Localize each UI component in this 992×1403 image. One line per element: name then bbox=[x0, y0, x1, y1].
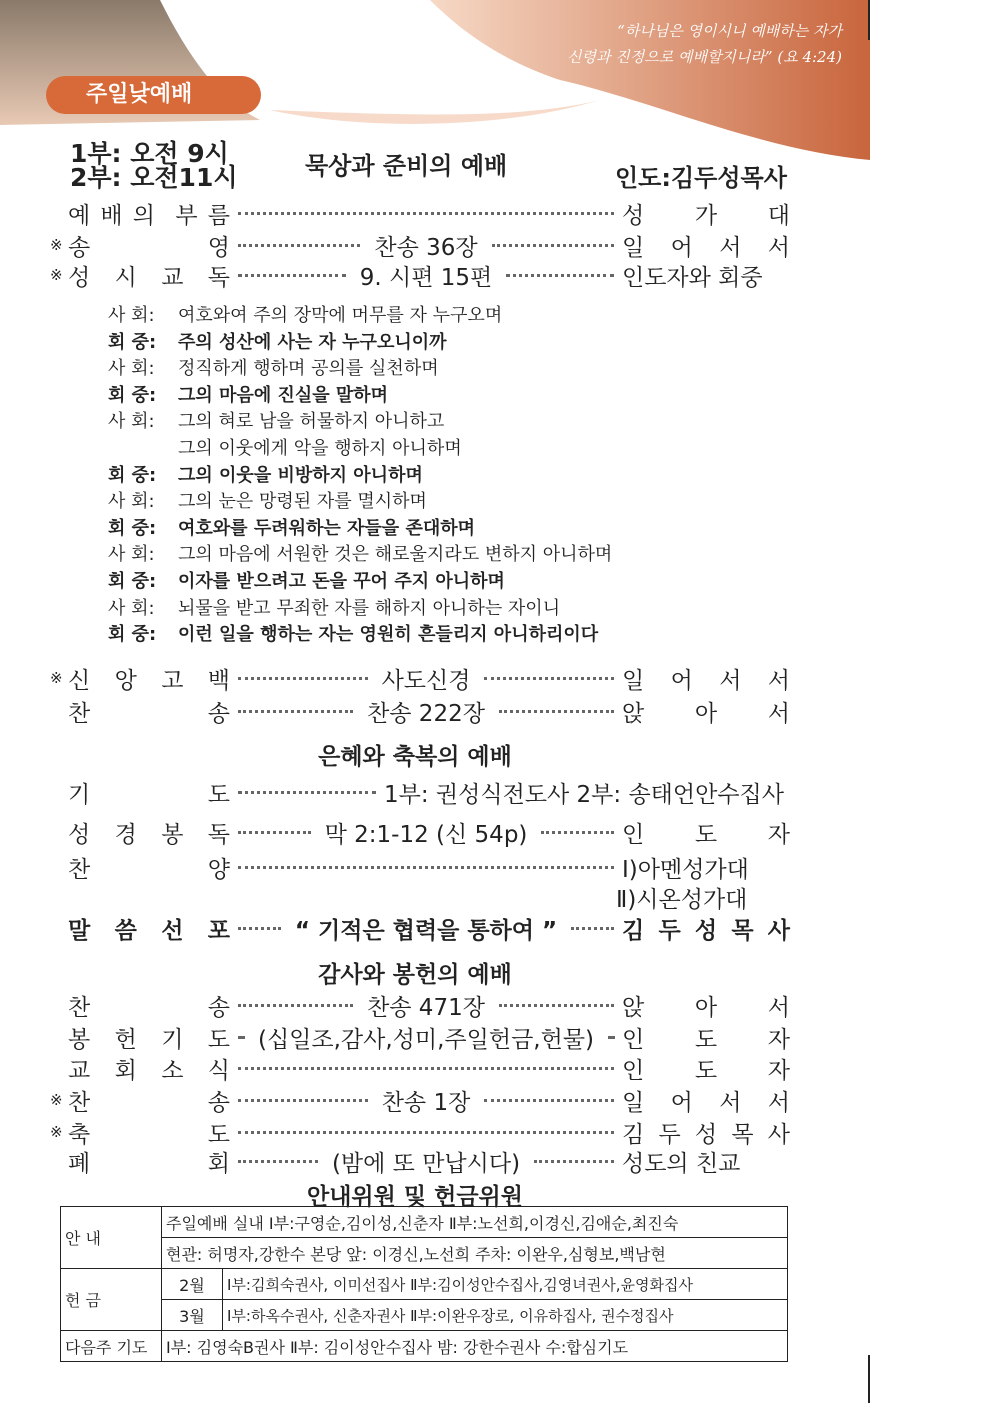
order-label bbox=[68, 912, 230, 945]
order-right bbox=[622, 1021, 790, 1054]
right-char: 일 bbox=[622, 234, 645, 261]
responsive-line bbox=[108, 596, 560, 622]
dot-leader bbox=[238, 816, 614, 849]
right-char: 서 bbox=[719, 667, 742, 694]
order-row bbox=[50, 1021, 790, 1053]
responsive-line bbox=[108, 463, 423, 489]
label-char: 봉 bbox=[68, 1026, 91, 1053]
responsive-line bbox=[108, 409, 444, 435]
stand-mark: ※ bbox=[50, 1091, 63, 1109]
right-char: 서 bbox=[767, 1089, 790, 1116]
label-char: 경 bbox=[114, 821, 137, 848]
right-char: 김 bbox=[622, 1121, 645, 1148]
ushers-table bbox=[60, 1206, 788, 1362]
speaker: 회 중: bbox=[108, 571, 157, 592]
anthem-choir-2: Ⅱ)시온성가대 bbox=[616, 886, 748, 913]
label-char: 앙 bbox=[114, 667, 137, 694]
verse-text: 이런 일을 행하는 자는 영원히 흔들리지 아니하리이다 bbox=[178, 624, 599, 646]
right-char: 자 bbox=[767, 1057, 790, 1084]
order-label bbox=[68, 1145, 230, 1178]
right-char: 인 bbox=[622, 821, 645, 848]
label-char: 배 bbox=[100, 202, 123, 229]
verse-text: 여호와여 주의 장막에 머무를 자 누구오며 bbox=[178, 305, 503, 326]
speaker: 회 중: bbox=[108, 464, 157, 486]
service-times: 1부: 오전 9시 2부: 오전11시 bbox=[70, 139, 238, 192]
order-detail: 9. 시편 15편 bbox=[359, 264, 493, 291]
responsive-line bbox=[108, 569, 505, 595]
label-char: 독 bbox=[207, 821, 230, 848]
order-right bbox=[622, 197, 790, 230]
label-char: 찬 bbox=[68, 1089, 91, 1116]
label-char: 씀 bbox=[114, 917, 137, 944]
order-label bbox=[68, 662, 230, 695]
right-char: 아 bbox=[694, 700, 718, 727]
order-detail: “ 기적은 협력을 통하여 ” bbox=[294, 917, 558, 944]
speaker: 사 회: bbox=[108, 491, 155, 513]
order-row bbox=[50, 197, 790, 229]
next-prayer-label: 다음주 기도 bbox=[61, 1331, 162, 1362]
right-char: 도 bbox=[694, 1057, 718, 1084]
section-heading-ushers: 안내위원 및 헌금위원 bbox=[307, 1184, 523, 1210]
section-heading-preparation: 묵상과 준비의 예배 bbox=[305, 152, 508, 180]
order-row bbox=[50, 695, 790, 727]
responsive-line bbox=[108, 330, 447, 356]
label-char: 교 bbox=[161, 264, 184, 291]
dot-leader bbox=[238, 866, 614, 869]
speaker: 회 중: bbox=[108, 384, 157, 406]
label-char: 독 bbox=[207, 264, 230, 291]
right-border-top bbox=[868, 0, 870, 40]
right-char: 인도자와 회중 bbox=[622, 264, 763, 291]
label-char: 시 bbox=[114, 264, 137, 291]
stand-mark: ※ bbox=[50, 669, 63, 687]
order-right bbox=[622, 259, 790, 292]
verse-text: 주의 성산에 사는 자 누구오니이까 bbox=[178, 331, 447, 353]
label-char: 영 bbox=[207, 234, 230, 261]
order-detail: 찬송 36장 bbox=[374, 234, 478, 261]
dot-leader bbox=[238, 212, 614, 215]
label-char: 헌 bbox=[114, 1026, 137, 1053]
speaker: 회 중: bbox=[108, 624, 157, 646]
dot-leader bbox=[238, 989, 614, 1022]
right-char: 서 bbox=[719, 234, 742, 261]
dot-leader bbox=[238, 912, 614, 945]
mar-offering: Ⅰ부:하옥수권사, 신춘자권사 Ⅱ부:이완우장로, 이유하집사, 권수정집사 bbox=[223, 1300, 788, 1331]
label-char: 름 bbox=[207, 202, 230, 229]
right-char: 김 bbox=[622, 917, 645, 944]
reading-row bbox=[50, 816, 790, 848]
speaker: 사 회: bbox=[108, 411, 155, 433]
label-char: 교 bbox=[68, 1057, 91, 1084]
offering-label: 헌 금 bbox=[61, 1269, 162, 1331]
label-char: 성 bbox=[68, 821, 91, 848]
speaker: 회 중: bbox=[108, 517, 157, 539]
verse-text: 그의 혀로 남을 허물하지 아니하고 bbox=[178, 411, 445, 433]
anthem-choir-1: Ⅰ)아멘성가대 bbox=[622, 856, 749, 883]
label-char: 송 bbox=[207, 700, 230, 727]
order-right bbox=[622, 851, 790, 884]
responsive-line bbox=[108, 622, 598, 648]
right-char: 일 bbox=[622, 667, 645, 694]
verse-text: 이자를 받으려고 돈을 꾸어 주지 아니하며 bbox=[178, 571, 505, 592]
right-char: 앉 bbox=[622, 700, 645, 727]
prayer-row bbox=[50, 776, 790, 808]
right-char: 두 bbox=[658, 917, 681, 944]
order-label bbox=[68, 989, 230, 1022]
right-border-bottom bbox=[868, 1355, 870, 1403]
right-char: 서 bbox=[719, 1089, 742, 1116]
order-row bbox=[50, 1116, 790, 1148]
sermon-row bbox=[50, 912, 790, 944]
section-heading-thanks: 감사와 봉헌의 예배 bbox=[318, 962, 512, 988]
speaker: 사 회: bbox=[108, 597, 155, 619]
responsive-line bbox=[108, 489, 427, 515]
order-label bbox=[68, 197, 230, 230]
responsive-line bbox=[108, 303, 502, 329]
right-char: 도 bbox=[694, 821, 718, 848]
label-char: 부 bbox=[175, 202, 198, 229]
label-char: 백 bbox=[207, 667, 230, 694]
label-char: 찬 bbox=[68, 856, 91, 883]
right-char: 인 bbox=[622, 1026, 645, 1053]
order-label bbox=[68, 816, 230, 849]
responsive-line bbox=[108, 436, 462, 462]
right-char: 자 bbox=[767, 821, 790, 848]
right-char: 성 bbox=[694, 1121, 718, 1148]
label-char: 성 bbox=[68, 264, 91, 291]
responsive-line bbox=[108, 383, 388, 409]
label-char: 봉 bbox=[161, 821, 184, 848]
label-char: 소 bbox=[161, 1057, 184, 1084]
right-char: 인 bbox=[622, 1057, 645, 1084]
responsive-line bbox=[108, 356, 439, 382]
right-char: 성도의 친교 bbox=[622, 1150, 741, 1177]
order-row bbox=[50, 1145, 790, 1177]
right-char: 앉 bbox=[622, 994, 645, 1021]
order-label bbox=[68, 1084, 230, 1117]
dot-leader bbox=[238, 1131, 614, 1134]
guide-row-1: 주일예배 실내 Ⅰ부:구영순,김이성,신춘자 Ⅱ부:노선희,이경신,김애순,최진숙 bbox=[162, 1207, 788, 1238]
order-detail: (밤에 또 만납시다) bbox=[331, 1150, 521, 1177]
right-char: 어 bbox=[670, 1089, 693, 1116]
right-char: 목 bbox=[731, 917, 754, 944]
stand-mark: ※ bbox=[50, 266, 63, 284]
label-char: 식 bbox=[207, 1057, 230, 1084]
verse-text: 여호와를 두려워하는 자들을 존대하며 bbox=[178, 517, 476, 539]
order-right bbox=[622, 662, 790, 695]
label-char: 도 bbox=[207, 781, 230, 808]
order-row bbox=[50, 229, 790, 261]
prayer-detail: 1부: 권성식전도사 2부: 송태언안수집사 bbox=[384, 781, 784, 808]
right-char: 사 bbox=[767, 1121, 790, 1148]
mar-month: 3월 bbox=[162, 1300, 223, 1331]
order-detail: 찬송 1장 bbox=[381, 1089, 471, 1116]
speaker: 회 중: bbox=[108, 331, 157, 353]
label-char: 포 bbox=[207, 917, 230, 944]
right-char: 성 bbox=[694, 917, 718, 944]
right-char: 아 bbox=[694, 994, 718, 1021]
responsive-line bbox=[108, 542, 612, 568]
right-char: 두 bbox=[658, 1121, 681, 1148]
feb-month: 2월 bbox=[162, 1269, 223, 1300]
right-char: 사 bbox=[767, 917, 790, 944]
order-right bbox=[622, 1052, 790, 1085]
right-char: 목 bbox=[731, 1121, 754, 1148]
verse-text: 그의 이웃에게 악을 행하지 아니하며 bbox=[178, 438, 462, 459]
guide-row-2: 현관: 허명자,강한수 본당 앞: 이경신,노선희 주차: 이완우,심형보,백남현 bbox=[162, 1238, 788, 1269]
order-label bbox=[68, 695, 230, 728]
dot-leader bbox=[238, 662, 614, 695]
dot-leader bbox=[238, 695, 614, 728]
label-char: 축 bbox=[68, 1121, 91, 1148]
dot-leader bbox=[238, 259, 614, 292]
order-label bbox=[68, 229, 230, 262]
verse-text: 그의 마음에 서원한 것은 해로울지라도 변하지 아니하며 bbox=[178, 544, 613, 566]
right-char: 어 bbox=[670, 234, 693, 261]
scripture-quote: “하나님은 영이시니 예배하는 자가 신령과 진정으로 예배할지니라” (요 4:24) bbox=[567, 22, 842, 66]
verse-text: 그의 마음에 진실을 말하며 bbox=[178, 384, 389, 406]
label-char: 의 bbox=[132, 202, 155, 229]
order-row bbox=[50, 259, 790, 291]
right-char: 도 bbox=[694, 1026, 718, 1053]
anthem-row bbox=[50, 851, 790, 883]
verse-text: 그의 눈은 망령된 자를 멸시하며 bbox=[178, 491, 427, 513]
right-char: 서 bbox=[767, 994, 790, 1021]
order-row bbox=[50, 1052, 790, 1084]
right-char: 일 bbox=[622, 1089, 645, 1116]
verse-text: 정직하게 행하며 공의를 실천하며 bbox=[178, 358, 439, 380]
label-char: 선 bbox=[161, 917, 184, 944]
label-char: 찬 bbox=[68, 994, 91, 1021]
order-right bbox=[622, 816, 790, 849]
right-char: 성 bbox=[622, 202, 645, 229]
right-char: 대 bbox=[767, 202, 790, 229]
right-char: 자 bbox=[767, 1026, 790, 1053]
stand-mark: ※ bbox=[50, 1123, 63, 1141]
right-char: 어 bbox=[670, 667, 693, 694]
order-row bbox=[50, 1084, 790, 1116]
order-right bbox=[622, 1145, 790, 1178]
order-detail: 찬송 222장 bbox=[367, 700, 485, 727]
label-char: 기 bbox=[68, 781, 91, 808]
section-heading-grace: 은혜와 축복의 예배 bbox=[318, 744, 512, 770]
dot-leader bbox=[238, 229, 614, 262]
stand-mark: ※ bbox=[50, 236, 63, 254]
order-detail: 찬송 471장 bbox=[367, 994, 485, 1021]
next-prayer: Ⅰ부: 김영숙B권사 Ⅱ부: 김이성안수집사 밤: 강한수권사 수:합심기도 bbox=[162, 1331, 788, 1362]
right-char: 서 bbox=[767, 234, 790, 261]
order-right bbox=[622, 912, 790, 945]
label-char: 기 bbox=[161, 1026, 184, 1053]
feb-offering: Ⅰ부:김희숙권사, 이미선집사 Ⅱ부:김이성안수집사,김영녀권사,윤영화집사 bbox=[223, 1269, 788, 1300]
label-char: 송 bbox=[207, 994, 230, 1021]
label-char: 도 bbox=[207, 1121, 230, 1148]
label-char: 찬 bbox=[68, 700, 91, 727]
order-label bbox=[68, 1021, 230, 1054]
label-char: 송 bbox=[207, 1089, 230, 1116]
label-char: 회 bbox=[114, 1057, 137, 1084]
order-detail: 막 2:1-12 (신 54p) bbox=[324, 821, 528, 848]
responsive-line bbox=[108, 516, 475, 542]
right-char: 서 bbox=[767, 667, 790, 694]
right-char: 서 bbox=[767, 700, 790, 727]
label-char: 도 bbox=[207, 1026, 230, 1053]
label-char: 송 bbox=[68, 234, 91, 261]
dot-leader bbox=[238, 1067, 614, 1070]
label-char: 폐 bbox=[68, 1150, 91, 1177]
label-char: 양 bbox=[207, 856, 230, 883]
order-label bbox=[68, 1052, 230, 1085]
verse-text: 뇌물을 받고 무죄한 자를 해하지 아니하는 자이니 bbox=[178, 597, 561, 619]
order-detail: (십일조,감사,성미,주일헌금,헌물) bbox=[257, 1026, 595, 1053]
speaker: 사 회: bbox=[108, 544, 155, 566]
right-char: 가 bbox=[694, 202, 718, 229]
order-right bbox=[622, 1084, 790, 1117]
label-char: 말 bbox=[68, 917, 91, 944]
label-char: 고 bbox=[161, 667, 184, 694]
order-row bbox=[50, 989, 790, 1021]
dot-leader bbox=[238, 1145, 614, 1178]
order-right bbox=[622, 989, 790, 1022]
dot-leader bbox=[238, 1021, 614, 1054]
order-row bbox=[50, 662, 790, 694]
service-title-badge: 주일낮예배 bbox=[46, 76, 261, 114]
order-detail: 사도신경 bbox=[381, 667, 471, 694]
worship-leader: 인도:김두성목사 bbox=[615, 164, 787, 192]
label-char: 신 bbox=[68, 667, 91, 694]
order-right bbox=[622, 229, 790, 262]
order-right bbox=[622, 695, 790, 728]
label-char: 회 bbox=[207, 1150, 230, 1177]
speaker: 사 회: bbox=[108, 305, 155, 326]
label-char: 예 bbox=[68, 202, 91, 229]
dot-leader bbox=[238, 1084, 614, 1117]
speaker: 사 회: bbox=[108, 358, 155, 380]
order-label bbox=[68, 259, 230, 292]
guide-label: 안 내 bbox=[61, 1207, 162, 1269]
verse-text: 그의 이웃을 비방하지 아니하며 bbox=[178, 464, 423, 486]
order-label bbox=[68, 851, 230, 884]
